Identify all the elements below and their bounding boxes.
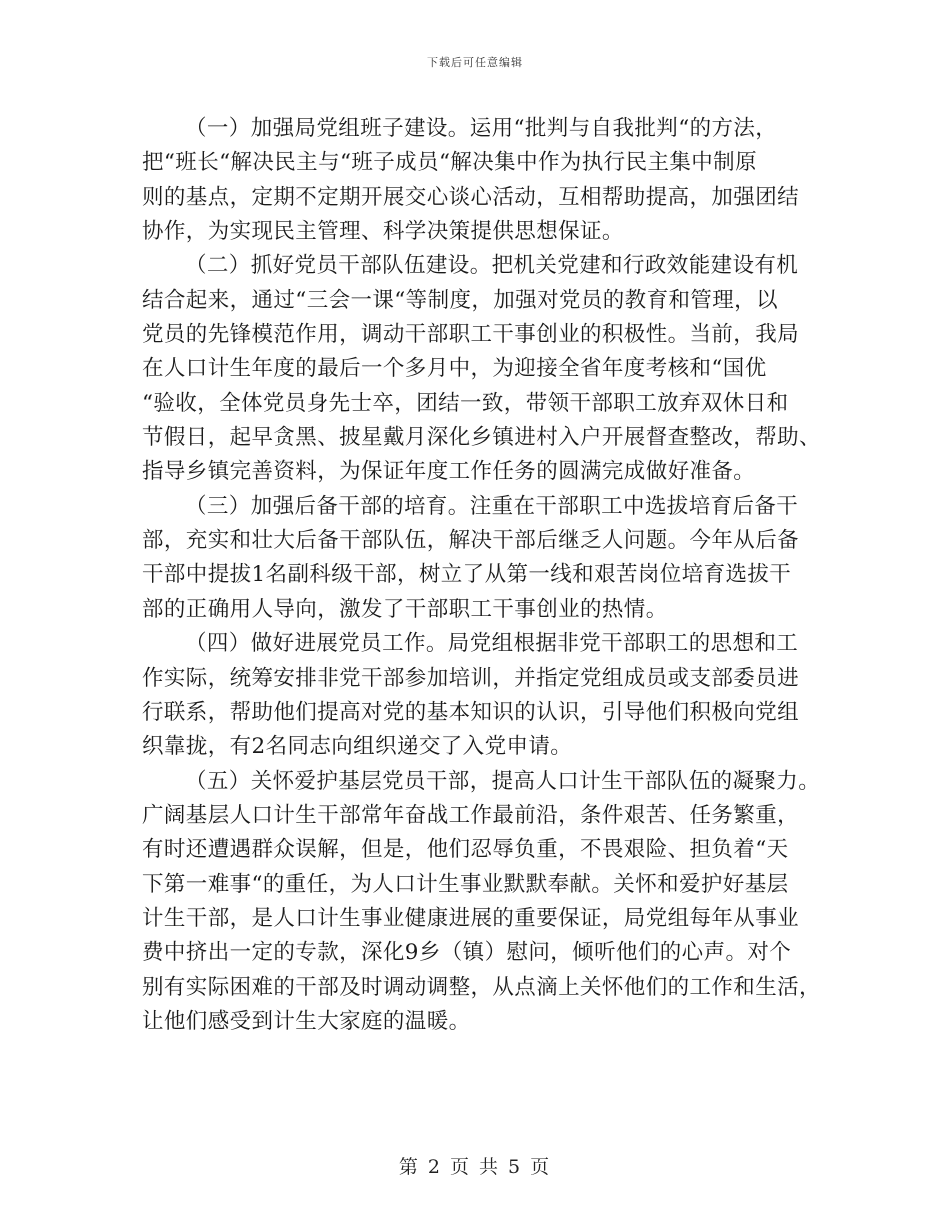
paragraph-4 xyxy=(142,627,810,764)
paragraph-line: 部的正确用人导向，激发了干部职工干事创业的热情。 xyxy=(142,596,668,622)
paragraph-line: 则的基点，定期不定期开展交心谈心活动，互相帮助提高，加强团结 xyxy=(142,184,800,210)
paragraph-line: “验收，全体党员身先士卒，团结一致，带领干部职工放弃双休日和 xyxy=(142,390,789,416)
paragraph-line: 把“班长“解决民主与“班子成员“解决集中作为执行民主集中制原 xyxy=(142,150,757,176)
paragraph-line: 作实际，统筹安排非党干部参加培训，并指定党组成员或支部委员进 xyxy=(142,665,800,691)
paragraph-line: 别有实际困难的干部及时调动调整，从点滴上关怀他们的工作和生活， xyxy=(142,974,821,1000)
paragraph-line: （四）做好进展党员工作。局党组根据非党干部职工的思想和工 xyxy=(185,631,799,657)
document-body xyxy=(142,112,821,1039)
paragraph-5 xyxy=(142,765,821,1040)
paragraph-line: 指导乡镇完善资料，为保证年度工作任务的圆满完成做好准备。 xyxy=(142,459,756,485)
paragraph-line: 部，充实和壮大后备干部队伍，解决干部后继乏人问题。今年从后备 xyxy=(142,528,800,554)
paragraph-line: 费中挤出一定的专款，深化9乡（镇）慰问，倾听他们的心声。对个 xyxy=(142,940,792,966)
paragraph-2 xyxy=(142,249,821,489)
paragraph-line: 织靠拢，有2名同志向组织递交了入党申请。 xyxy=(142,734,573,760)
paragraph-line: 节假日，起早贪黑、披星戴月深化乡镇进村入户开展督查整改，帮助、 xyxy=(142,425,821,451)
paragraph-line: 广阔基层人口计生干部常年奋战工作最前沿，条件艰苦、任务繁重， xyxy=(142,802,800,828)
paragraph-line: 计生干部，是人口计生事业健康进展的重要保证，局党组每年从事业 xyxy=(142,905,800,931)
paragraph-line: （一）加强局党组班子建设。运用“批判与自我批判“的方法， xyxy=(185,116,778,141)
page-number: 第 2 页 共 5 页 xyxy=(398,1156,552,1178)
paragraph-line: 党员的先锋模范作用，调动干部职工干事创业的积极性。当前，我局 xyxy=(142,322,800,348)
paragraph-line: 行联系，帮助他们提高对党的基本知识的认识，引导他们积极向党组 xyxy=(142,699,800,725)
paragraph-line: 协作，为实现民主管理、科学决策提供思想保证。 xyxy=(142,219,624,245)
paragraph-line: （三）加强后备干部的培育。注重在干部职工中选拔培育后备干 xyxy=(185,493,799,519)
paragraph-1 xyxy=(142,112,810,249)
paragraph-line: 让他们感受到计生大家庭的温暖。 xyxy=(142,1008,471,1034)
paragraph-line: 下第一难事“的重任，为人口计生事业默默奉献。关怀和爱护好基层 xyxy=(142,871,789,897)
paragraph-line: （二）抓好党员干部队伍建设。把机关党建和行政效能建设有机 xyxy=(185,253,799,279)
paragraph-line: 干部中提拔1名副科级干部，树立了从第一线和艰苦岗位培育选拔干 xyxy=(142,562,792,588)
paragraph-line: 有时还遭遇群众误解，但是，他们忍辱负重，不畏艰险、担负着“天 xyxy=(142,837,789,863)
page-header-note: 下载后可任意编辑 xyxy=(427,56,523,69)
paragraph-3 xyxy=(142,490,810,627)
paragraph-line: 在人口计生年度的最后一个多月中，为迎接全省年度考核和“国优 xyxy=(142,356,767,382)
paragraph-line: （五）关怀爱护基层党员干部，提高人口计生干部队伍的凝聚力。 xyxy=(185,768,821,794)
paragraph-line: 结合起来，通过“三会一课“等制度，加强对党员的教育和管理，以 xyxy=(142,287,778,313)
